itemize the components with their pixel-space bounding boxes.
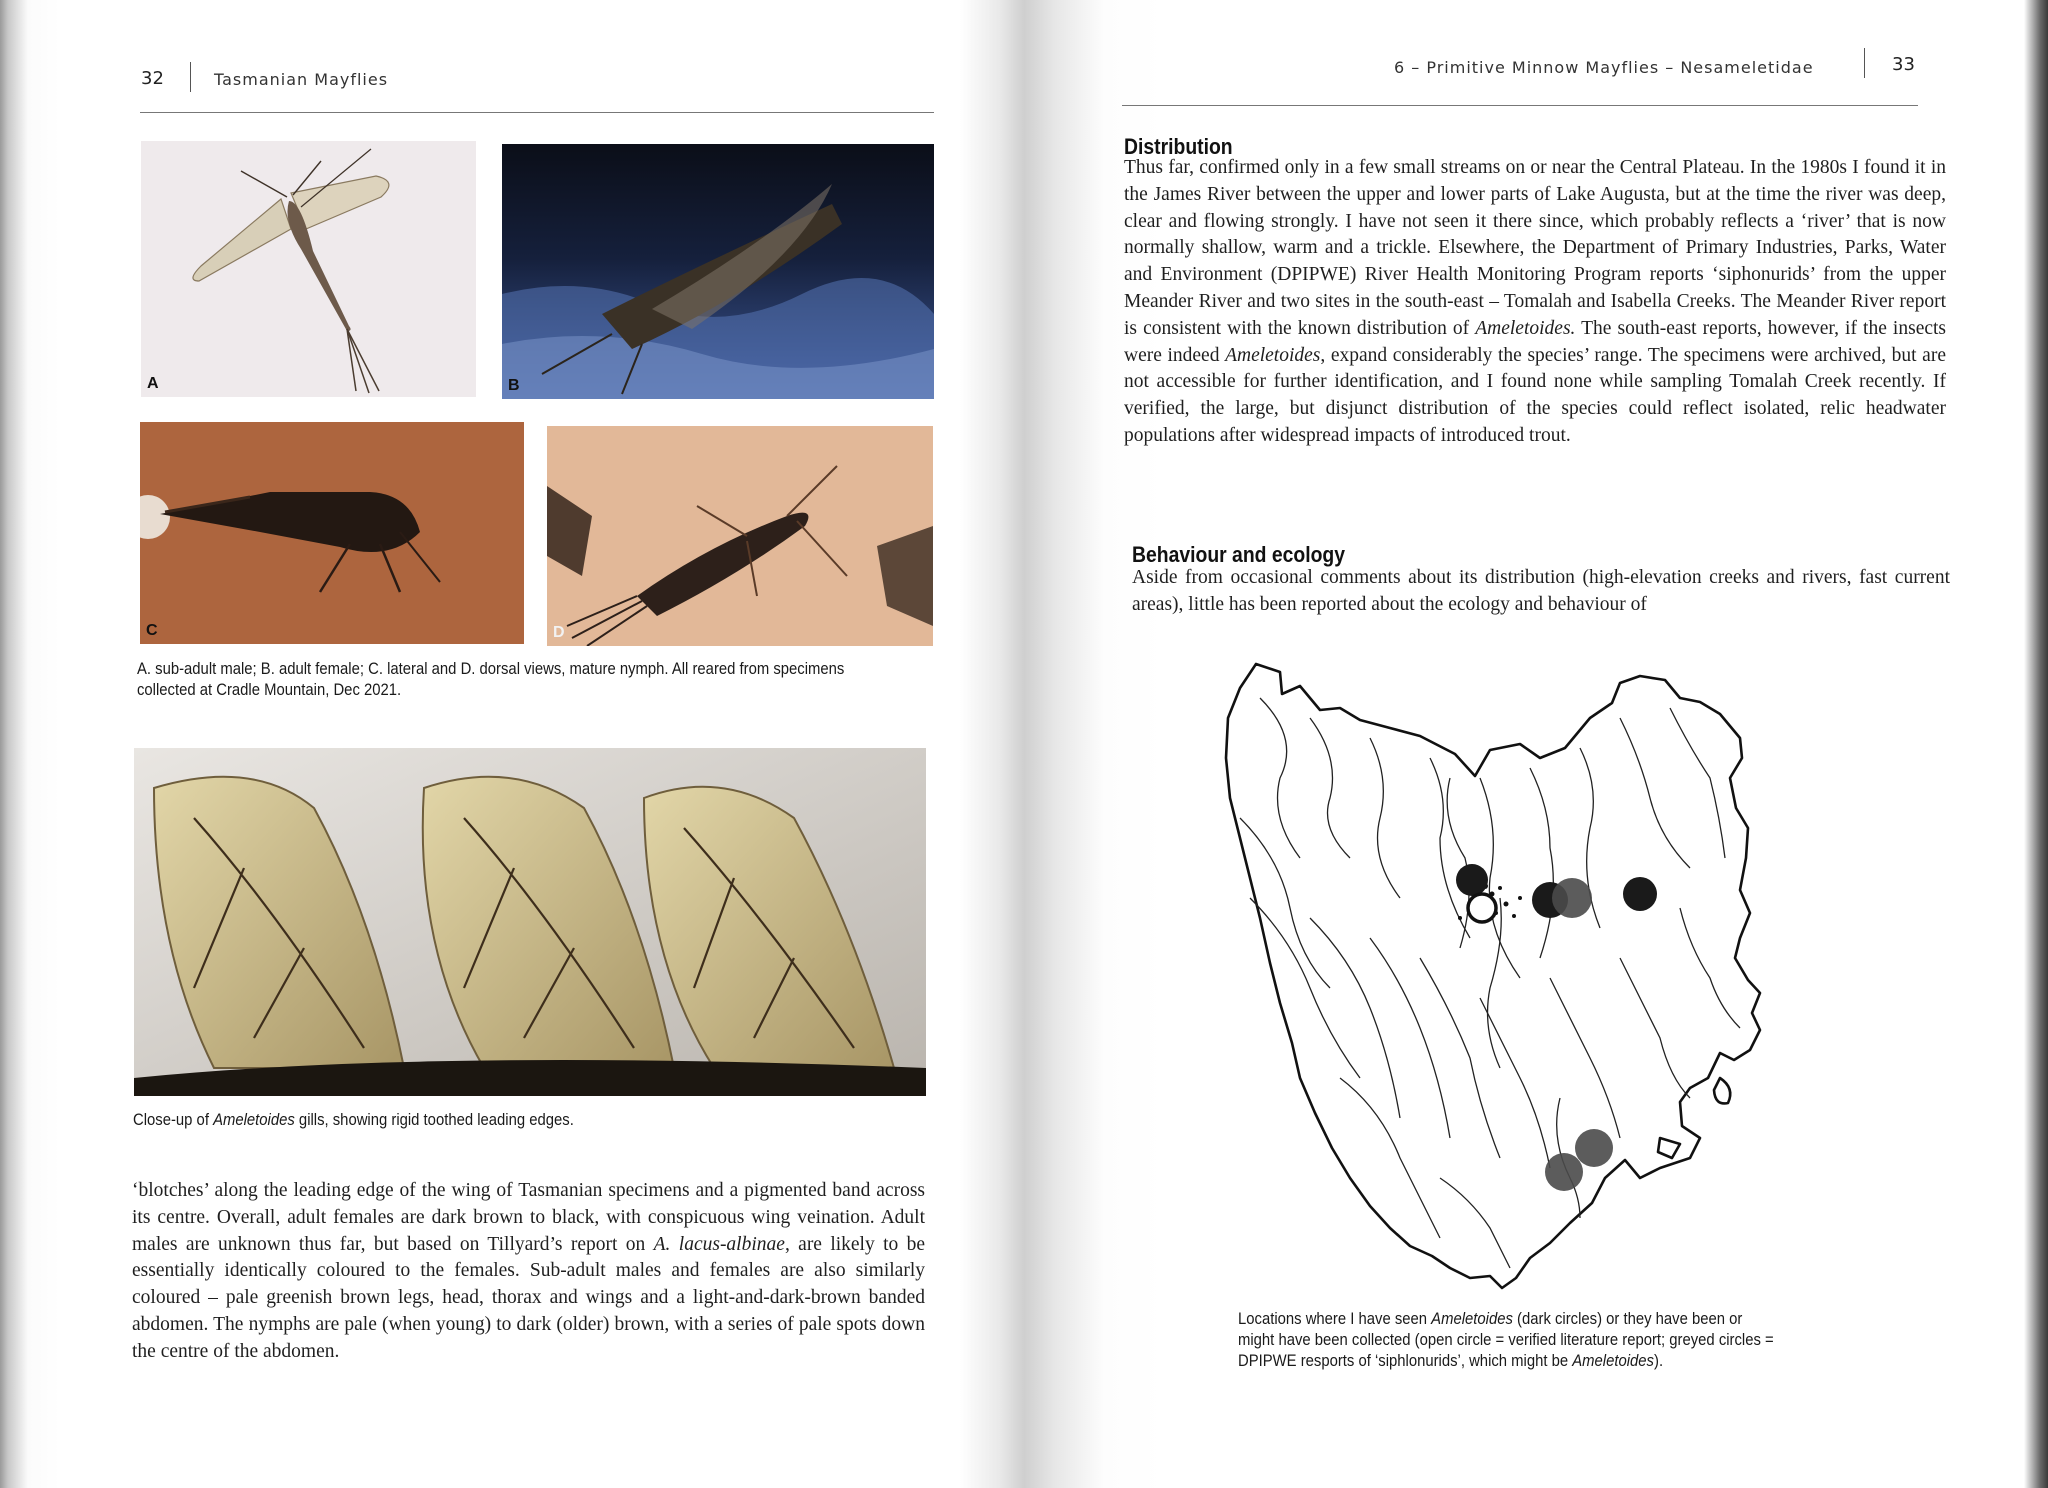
dist-part3: , expand considerably the species’ range. The specimens were archived, but are not accessible for further identification, and I found none while sampling Tomalah Creek recently. If verified, the large, but disjunct distribution of the species could reflect isolated, relic headwater populations after widespread impacts of introduced trout.	[1124, 344, 1946, 446]
photo-a-subadult-male	[141, 141, 476, 397]
running-head-left: Tasmanian Mayflies	[214, 70, 389, 89]
location-markers	[1456, 864, 1657, 1191]
dist-taxon1: Ameletoides.	[1475, 317, 1576, 339]
map-caption-mid: (dark circles) or they have been or might have been collected (open circle = verified literature report; greyed circles = DPIPWE resports of ‘siphlonurids’, which might be	[1238, 1310, 1774, 1370]
photo-b-adult-female	[502, 144, 934, 399]
page-number-right: 33	[1892, 54, 1915, 75]
open-circle-marker	[1468, 894, 1496, 922]
map-caption-post: ).	[1653, 1352, 1664, 1370]
dist-part1: Thus far, confirmed only in a few small streams on or near the Central Plateau. In the 1980s I found it in the James River between the upper and lower parts of Lake Augusta, but at the time the river was deep, clear and flowing strongly. I have not seen it there since, which probably reflects a ‘river’ that is now normally shallow, warm and a trickle. Elsewhere, the Department of Primary Industries, Parks, Water and Environment (DPIPWE) River Health Monitoring Program reports ‘siphonurids’ from the upper Meander River and two sites in the south-east – Tomalah and Isabella Creeks. The Meander River report is consistent with the known distribution of	[1124, 157, 1946, 339]
figure1-caption	[137, 659, 920, 701]
photo-label: C	[146, 622, 158, 639]
dist-taxon2: Ameletoides	[1225, 344, 1321, 366]
behaviour-text	[1132, 565, 1950, 619]
photo-label: D	[553, 624, 565, 641]
distribution-text	[1124, 155, 1946, 450]
figure2-caption-taxon: Ameletoides	[213, 1111, 295, 1129]
photo-gills-closeup	[134, 748, 926, 1096]
map-caption-taxon1: Ameletoides	[1431, 1310, 1513, 1328]
behaviour-paragraph: Aside from occasional comments about its distribution (high-elevation creeks and rivers, fast current areas), little has been reported about the ecology and behaviour of	[1132, 567, 1950, 615]
dist-part2: The south-east reports, however, if the insects were indeed	[1124, 317, 1947, 366]
page-number-left: 32	[141, 68, 164, 89]
header-separator	[190, 62, 191, 92]
figure2-caption	[133, 1110, 916, 1131]
grey-circle-marker	[1552, 878, 1592, 918]
dark-circle-marker	[1623, 877, 1657, 911]
figure2-caption-post: gills, showing rigid toothed leading edges.	[294, 1111, 574, 1129]
left-body-text	[132, 1178, 925, 1366]
map-caption-pre: Locations where I have seen	[1238, 1310, 1432, 1328]
heading-distribution: Distribution	[1124, 134, 1233, 159]
map-caption-taxon2: Ameletoides	[1572, 1352, 1654, 1370]
left-body-part2: , are likely to be essentially identically coloured to the females. Sub-adult males and females are also similarly coloured – pale greenish brown legs, head, thorax and wings and a light-and-dark-brown banded abdomen. The nymphs are pale (when young) to dark (older) brown, with a series of pale spots down the centre of the abdomen.	[132, 1233, 925, 1362]
grey-circle-marker	[1575, 1129, 1613, 1167]
right-page	[1024, 0, 2048, 1488]
figure1-caption-line1: A. sub-adult male; B. adult female; C. lateral and D. dorsal views, mature nymph. All reared from specimens	[137, 660, 845, 678]
left-body-taxon: A. lacus-albinae	[653, 1233, 785, 1255]
photo-label: A	[147, 375, 159, 392]
figure2-caption-pre: Close-up of	[133, 1111, 214, 1129]
header-separator	[1864, 48, 1865, 78]
header-rule	[1122, 105, 1918, 106]
photo-c-lateral-nymph	[140, 422, 524, 644]
dark-circle-marker	[1456, 864, 1488, 896]
running-head-right: 6 – Primitive Minnow Mayflies – Nesameletidae	[1394, 58, 1814, 77]
figure1-caption-line2: collected at Cradle Mountain, Dec 2021.	[137, 681, 402, 699]
rivers	[1240, 698, 1740, 1268]
grey-circle-marker	[1545, 1153, 1583, 1191]
tasmania-distribution-map	[1220, 658, 1840, 1308]
header-rule	[140, 112, 934, 113]
left-body-part1: ‘blotches’ along the leading edge of the wing of Tasmanian specimens and a pigmented band across its centre. Overall, adult females are dark brown to black, with conspicuous wing veination. Adult males are unknown thus far, but based on Tillyard’s report on	[132, 1180, 925, 1255]
map-caption	[1238, 1309, 1778, 1372]
photo-label: B	[508, 377, 520, 394]
heading-behaviour: Behaviour and ecology	[1132, 542, 1346, 567]
map-svg	[1220, 658, 1840, 1308]
photo-d-dorsal-nymph	[547, 426, 933, 646]
